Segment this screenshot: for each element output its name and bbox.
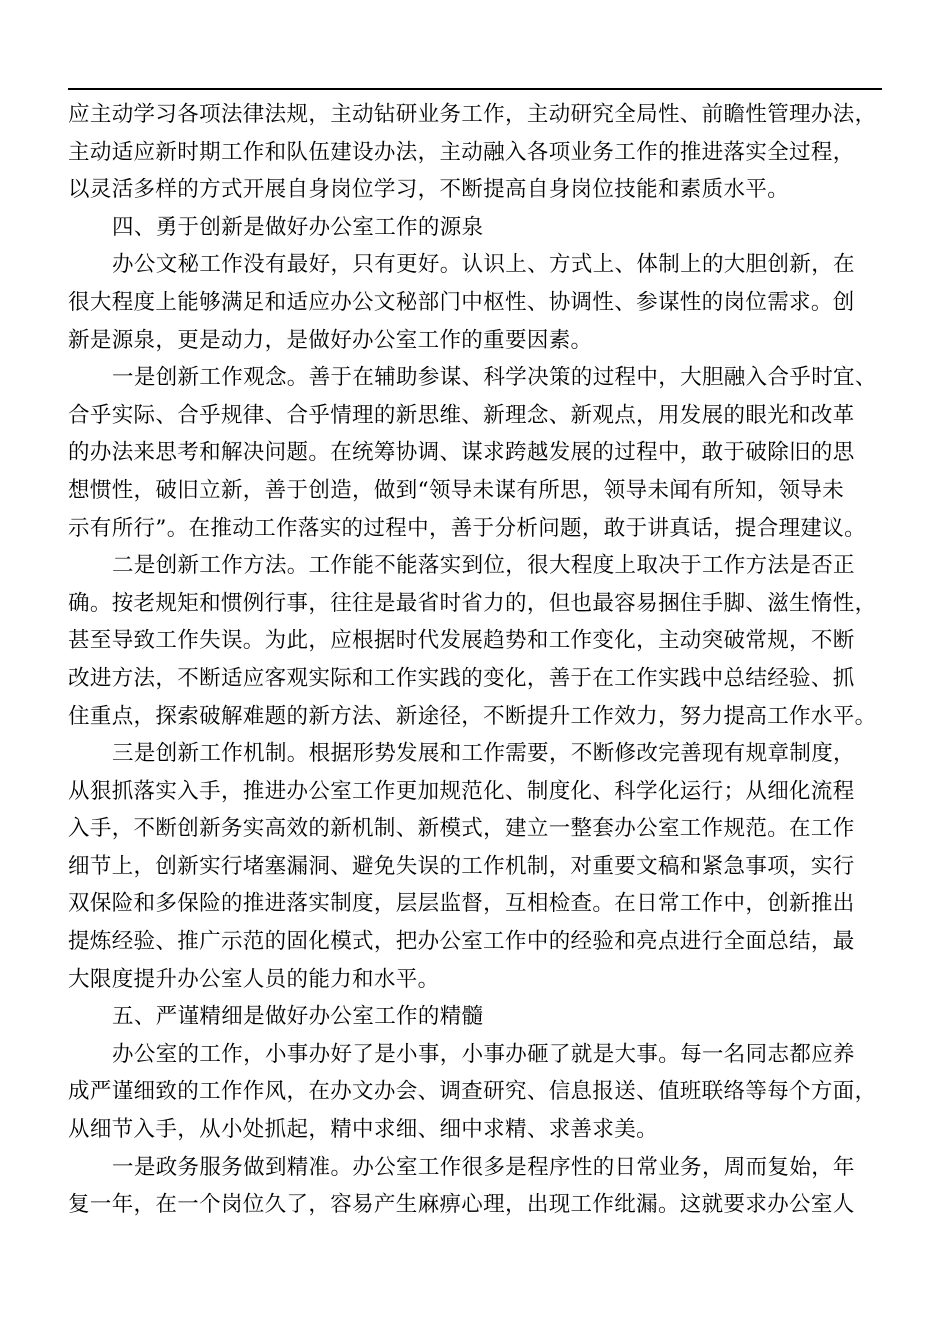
text-line: 提炼经验、推广示范的固化模式，把办公室工作中的经验和亮点进行全面总结，最: [68, 929, 855, 955]
text-line: 应主动学习各项法律法规，主动钻研业务工作，主动研究全局性、前瞻性管理办法，: [68, 102, 877, 127]
text-line: 住重点，探索破解难题的新方法、新途径，不断提升工作效力，努力提高工作水平。: [68, 703, 877, 729]
text-line: 三是创新工作机制。根据形势发展和工作需要，不断修改完善现有规章制度，: [112, 741, 855, 767]
text-line: 示有所行”。在推动工作落实的过程中，善于分析问题，敢于讲真话，提合理建议。: [68, 515, 866, 541]
text-line: 入手，不断创新务实高效的新机制、新模式，建立一整套办公室工作规范。在工作: [68, 816, 855, 842]
text-line: 一是政务服务做到精准。办公室工作很多是程序性的日常业务，周而复始，年: [112, 1154, 855, 1180]
text-line: 成严谨细致的工作作风，在办文办会、调查研究、信息报送、值班联络等每个方面，: [68, 1079, 877, 1105]
text-line: 合乎实际、合乎规律、合乎情理的新思维、新理念、新观点，用发展的眼光和改革: [68, 402, 855, 428]
text-line: 双保险和多保险的推进落实制度，层层监督，互相检查。在日常工作中，创新推出: [68, 891, 855, 917]
text-line: 办公室的工作，小事办好了是小事，小事办砸了就是大事。每一名同志都应养: [112, 1041, 855, 1067]
text-line: 从狠抓落实入手，推进办公室工作更加规范化、制度化、科学化运行；从细化流程: [68, 778, 855, 804]
text-line: 的办法来思考和解决问题。在统筹协调、谋求跨越发展的过程中，敢于破除旧的思: [68, 440, 855, 466]
text-line: 从细节入手，从小处抓起，精中求细、细中求精、求善求美。: [68, 1117, 658, 1143]
text-line: 主动适应新时期工作和队伍建设办法，主动融入各项业务工作的推进落实全过程，: [68, 139, 855, 165]
text-line: 想惯性，破旧立新，善于创造，做到“领导未谋有所思，领导未闻有所知，领导未: [68, 477, 845, 503]
body-text: [68, 96, 888, 1224]
text-line: 一是创新工作观念。善于在辅助参谋、科学决策的过程中，大胆融入合乎时宜、: [112, 365, 877, 391]
text-line: 以灵活多样的方式开展自身岗位学习，不断提高自身岗位技能和素质水平。: [68, 177, 790, 203]
text-line: 五、严谨精细是做好办公室工作的精髓: [112, 1004, 484, 1030]
text-line: 细节上，创新实行堵塞漏洞、避免失误的工作机制，对重要文稿和紧急事项，实行: [68, 853, 855, 879]
text-line: 二是创新工作方法。工作能不能落实到位，很大程度上取决于工作方法是否正: [112, 553, 855, 579]
text-line: 四、勇于创新是做好办公室工作的源泉: [112, 214, 484, 240]
text-line: 新是源泉，更是动力，是做好办公室工作的重要因素。: [68, 327, 593, 353]
text-line: 办公文秘工作没有最好，只有更好。认识上、方式上、体制上的大胆创新，在: [112, 252, 855, 278]
text-line: 复一年，在一个岗位久了，容易产生麻痹心理，出现工作纰漏。这就要求办公室人: [68, 1192, 855, 1218]
text-line: 确。按老规矩和惯例行事，往往是最省时省力的，但也最容易捆住手脚、滋生惰性，: [68, 590, 877, 616]
text-line: 改进方法，不断适应客观实际和工作实践的变化，善于在工作实践中总结经验、抓: [68, 665, 855, 691]
header-rule: [68, 88, 882, 90]
text-line: 很大程度上能够满足和适应办公文秘部门中枢性、协调性、参谋性的岗位需求。创: [68, 289, 855, 315]
text-line: 大限度提升办公室人员的能力和水平。: [68, 966, 440, 992]
text-line: 甚至导致工作失误。为此，应根据时代发展趋势和工作变化，主动突破常规，不断: [68, 628, 855, 654]
